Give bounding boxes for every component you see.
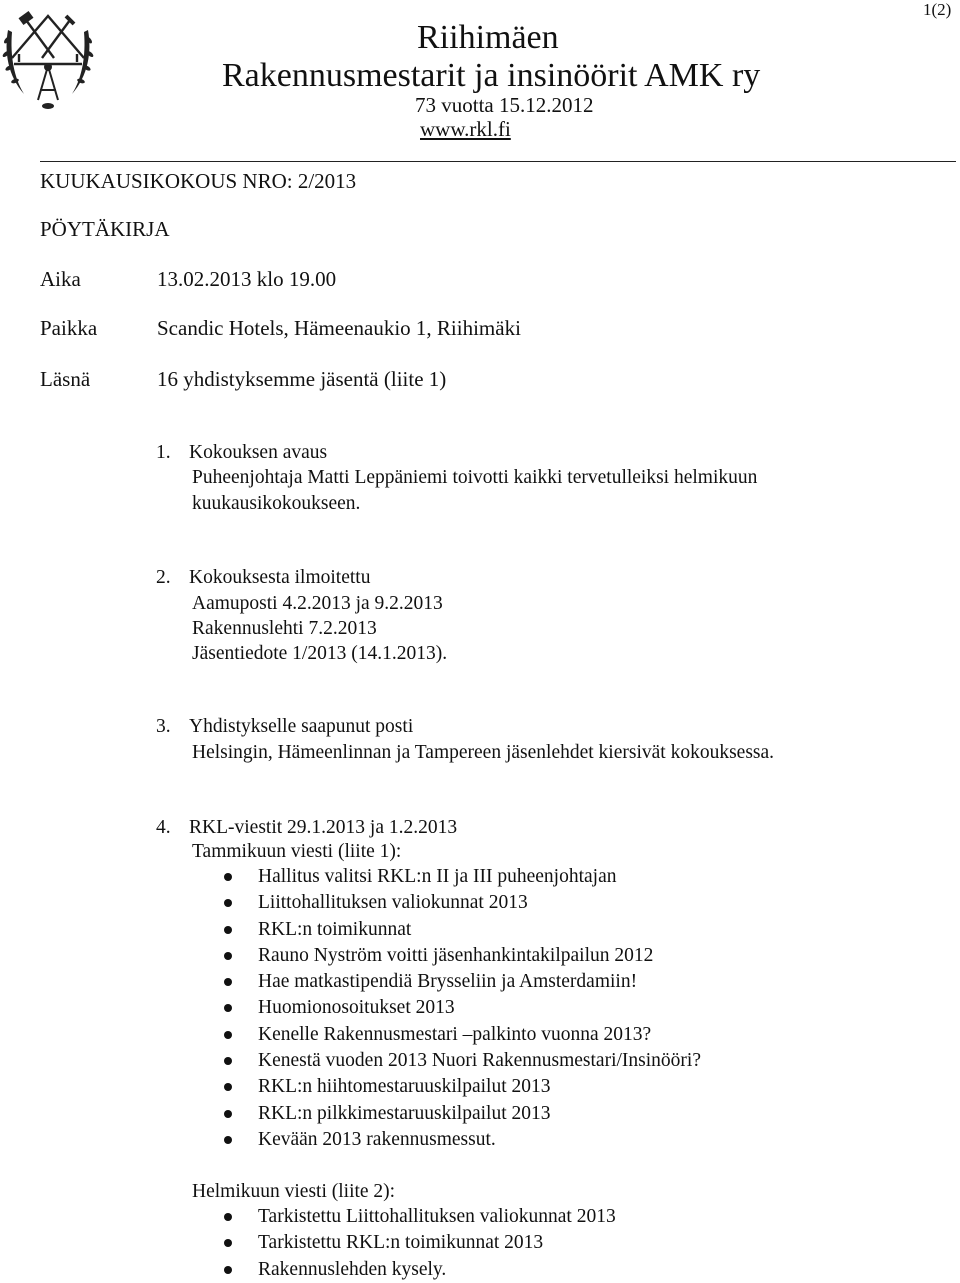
list-item: Liittohallituksen valiokunnat 2013 [224,890,701,916]
document-type: PÖYTÄKIRJA [40,217,170,241]
meeting-row-label: Paikka [40,316,98,340]
session-title: KUUKAUSIKOKOUS NRO: 2/2013 [40,169,357,193]
list-item: Hae matkastipendiä Brysseliin ja Amsterdamiin! [224,969,701,995]
association-logo [2,2,94,110]
agenda-item-number: 3. [156,716,171,737]
meeting-row-present [40,364,446,394]
agenda-item-text: Rakennuslehti 7.2.2013 [192,618,377,639]
january-message-list [224,864,701,1153]
agenda-item-title: RKL-viestit 29.1.2013 ja 1.2.2013 [189,817,458,838]
meeting-row-value: 13.02.2013 klo 19.00 [157,267,337,291]
list-item: RKL:n hiihtomestaruuskilpailut 2013 [224,1074,701,1100]
website-link[interactable]: www.rkl.fi [420,117,511,141]
list-item: Tarkistettu Liittohallituksen valiokunnat 2013 [224,1204,616,1230]
list-item: Tarkistettu RKL:n toimikunnat 2013 [224,1230,616,1256]
agenda-item-number: 1. [156,442,171,463]
meeting-row-place [40,313,521,343]
agenda-item-text: Puheenjohtaja Matti Leppäniemi toivotti kaikki tervetulleiksi helmikuun [192,467,758,488]
page-number: 1(2) [923,0,952,19]
agenda-item-text: Helsingin, Hämeenlinnan ja Tampereen jäsenlehdet kiersivät kokouksessa. [192,742,775,763]
agenda-item-title: Kokouksen avaus [189,442,328,463]
agenda-item-title: Yhdistykselle saapunut posti [189,716,414,737]
agenda-item-text: Jäsentiedote 1/2013 (14.1.2013). [192,643,448,664]
agenda-item-2-heading [156,565,370,591]
list-item: Rauno Nyström voitti jäsenhankintakilpailun 2012 [224,943,701,969]
agenda-item-1-heading [156,440,327,466]
list-item: Rakennuslehden kysely. [224,1257,616,1283]
list-item: RKL:n pilkkimestaruuskilpailut 2013 [224,1101,701,1127]
meeting-row-label: Aika [40,267,81,291]
list-item: RKL:n toimikunnat [224,917,701,943]
anniversary-line: 73 vuotta 15.12.2012 [415,93,594,117]
agenda-item-text: Aamuposti 4.2.2013 ja 9.2.2013 [192,593,443,614]
list-item: Kenestä vuoden 2013 Nuori Rakennusmestari/Insinööri? [224,1048,701,1074]
agenda-item-4-heading [156,815,457,841]
january-message-intro: Tammikuun viesti (liite 1): [192,841,402,862]
february-message-list [224,1204,616,1283]
february-message-intro: Helmikuun viesti (liite 2): [192,1181,396,1202]
agenda-item-text: kuukausikokoukseen. [192,493,361,514]
meeting-row-label: Läsnä [40,367,91,391]
list-item: Hallitus valitsi RKL:n II ja III puheenjohtajan [224,864,701,890]
organization-name-line1: Riihimäen [417,19,559,56]
list-item: Kenelle Rakennusmestari –palkinto vuonna 2013? [224,1022,701,1048]
header-divider [40,161,956,162]
list-item: Huomionosoitukset 2013 [224,995,701,1021]
agenda-item-number: 4. [156,817,171,838]
meeting-row-value: Scandic Hotels, Hämeenaukio 1, Riihimäki [157,316,521,340]
agenda-item-3-heading [156,714,413,740]
meeting-row-time [40,264,336,294]
meeting-row-value: 16 yhdistyksemme jäsentä (liite 1) [157,367,447,391]
organization-name-line2: Rakennusmestarit ja insinöörit AMK ry [222,57,761,94]
agenda-item-title: Kokouksesta ilmoitettu [189,567,371,588]
agenda-item-number: 2. [156,567,171,588]
list-item: Kevään 2013 rakennusmessut. [224,1127,701,1153]
